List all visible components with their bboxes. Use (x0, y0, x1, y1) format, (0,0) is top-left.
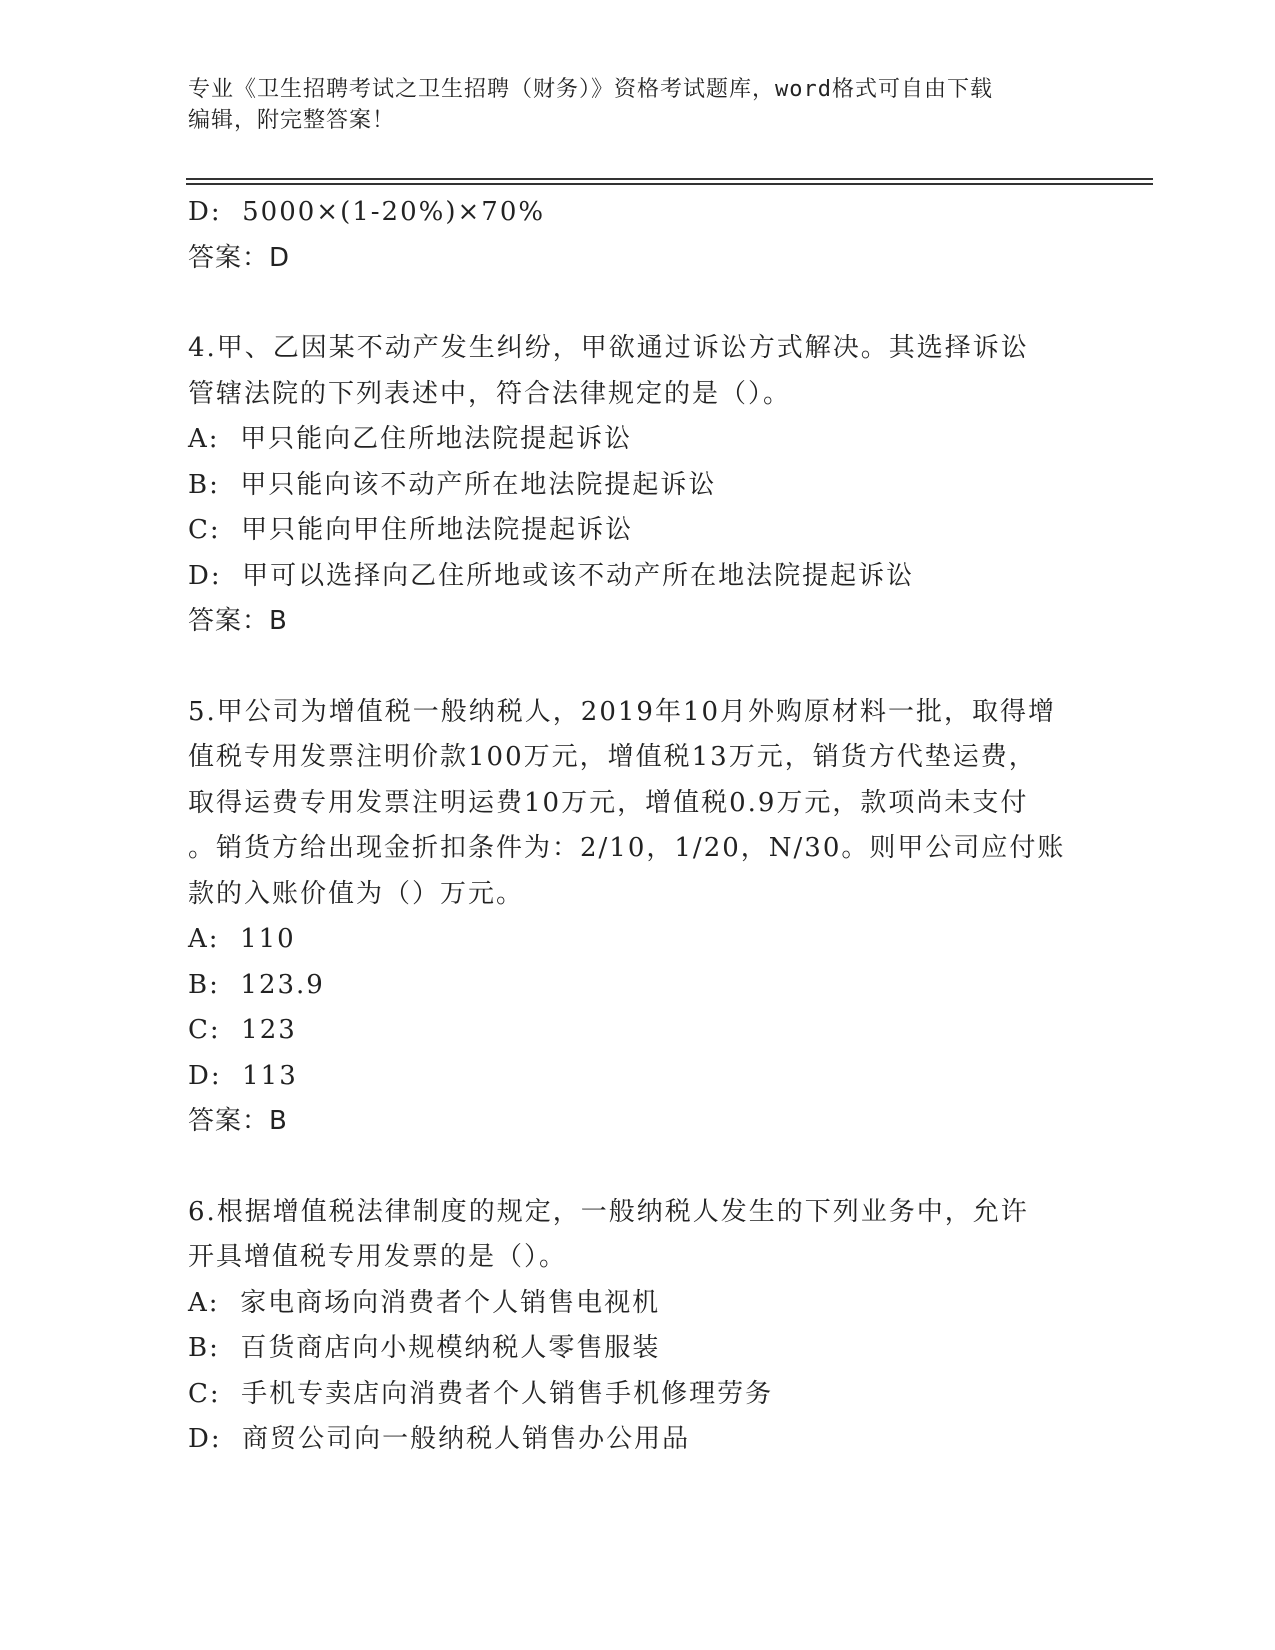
question-4 (188, 326, 1088, 645)
question-stem-line: 5.甲公司为增值税一般纳税人，2019年10月外购原材料一批，取得增 (188, 696, 1057, 727)
option-c: C: 手机专卖店向消费者个人销售手机修理劳务 (188, 1378, 774, 1409)
question-stem-line: 管辖法院的下列表述中，符合法律规定的是（）。 (188, 378, 792, 409)
question-stem-line: 4.甲、乙因某不动产发生纠纷，甲欲通过诉讼方式解决。其选择诉讼 (188, 333, 1029, 363)
header-rule-bottom (186, 183, 1153, 185)
prev-answer: 答案：D (188, 242, 291, 273)
spacer (188, 1145, 1088, 1190)
header-line-2: 编辑，附完整答案！ (188, 108, 396, 133)
spacer (188, 645, 1088, 690)
document-body (188, 190, 1088, 1463)
question-stem-line: 款的入账价值为（）万元。 (188, 878, 525, 909)
option-b: B: 百货商店向小规模纳税人零售服装 (188, 1333, 661, 1363)
option-a: A: 家电商场向消费者个人销售电视机 (188, 1287, 661, 1318)
option-c: C: 甲只能向甲住所地法院提起诉讼 (188, 515, 634, 545)
option-d: D: 甲可以选择向乙住所地或该不动产所在地法院提起诉讼 (188, 560, 915, 591)
document-header (188, 74, 1088, 136)
answer: 答案：B (188, 606, 288, 636)
spacer (188, 281, 1088, 326)
option-d: D: 113 (188, 1060, 298, 1091)
option-d: D: 商贸公司向一般纳税人销售办公用品 (188, 1424, 691, 1454)
header-line-1: 专业《卫生招聘考试之卫生招聘（财务）》资格考试题库，word格式可自由下载 (188, 77, 993, 102)
question-5 (188, 690, 1088, 1145)
header-rule-top (186, 178, 1153, 180)
option-c: C: 123 (188, 1015, 297, 1045)
option-b: B: 甲只能向该不动产所在地法院提起诉讼 (188, 469, 717, 500)
question-stem-line: 值税专用发票注明价款100万元，增值税13万元，销货方代垫运费， (188, 742, 1037, 772)
prev-option-d: D: 5000×(1-20%)×70% (188, 197, 546, 227)
option-b: B: 123.9 (188, 969, 325, 1000)
option-a: A: 110 (188, 924, 296, 954)
question-6 (188, 1190, 1088, 1463)
question-stem-line: 。销货方给出现金折扣条件为：2/10，1/20，N/30。则甲公司应付账 (188, 833, 1066, 863)
question-stem-line: 6.根据增值税法律制度的规定，一般纳税人发生的下列业务中，允许 (188, 1196, 1029, 1227)
option-a: A: 甲只能向乙住所地法院提起诉讼 (188, 424, 633, 454)
answer: 答案：B (188, 1106, 288, 1136)
question-stem-line: 取得运费专用发票注明运费10万元，增值税0.9万元，款项尚未支付 (188, 787, 1029, 818)
question-stem-line: 开具增值税专用发票的是（）。 (188, 1242, 568, 1272)
